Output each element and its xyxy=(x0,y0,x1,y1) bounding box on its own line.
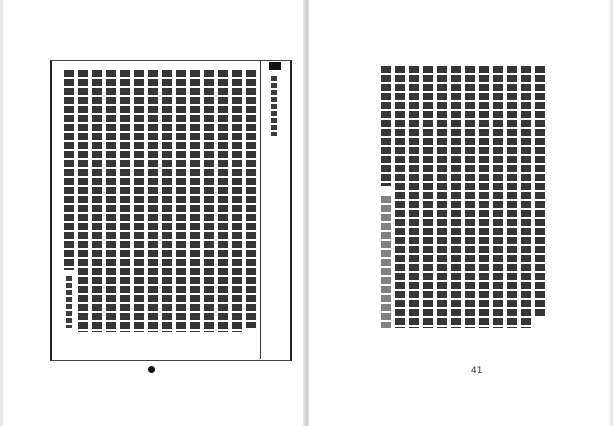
text-column xyxy=(162,70,172,332)
text-column xyxy=(507,66,517,328)
text-column xyxy=(232,70,242,332)
text-column xyxy=(148,70,158,332)
fold-title-column xyxy=(271,76,277,136)
text-column xyxy=(381,196,391,328)
text-column xyxy=(176,70,186,332)
text-column xyxy=(437,66,447,328)
text-column xyxy=(535,66,545,316)
text-column xyxy=(381,66,391,186)
text-column xyxy=(451,66,461,328)
text-column xyxy=(479,66,489,328)
right-page xyxy=(309,0,613,426)
text-column xyxy=(423,66,433,328)
text-column xyxy=(493,66,503,328)
page-marker-dot xyxy=(148,366,155,373)
text-column xyxy=(106,70,116,332)
text-column xyxy=(92,70,102,332)
text-column xyxy=(465,66,475,328)
text-column xyxy=(521,66,531,328)
text-column xyxy=(218,70,228,332)
text-column xyxy=(395,66,405,328)
text-column xyxy=(120,70,130,332)
fishtail-mark xyxy=(269,62,281,70)
text-column xyxy=(190,70,200,332)
text-column xyxy=(134,70,144,332)
left-page xyxy=(0,0,305,426)
text-column xyxy=(409,66,419,328)
center-fold-column xyxy=(260,60,289,359)
annotation-column xyxy=(66,276,72,328)
page-edge xyxy=(0,0,3,426)
page-number: 41 xyxy=(471,366,483,376)
text-column xyxy=(246,70,256,328)
text-column xyxy=(64,70,74,270)
text-column xyxy=(78,70,88,332)
text-column xyxy=(204,70,214,332)
